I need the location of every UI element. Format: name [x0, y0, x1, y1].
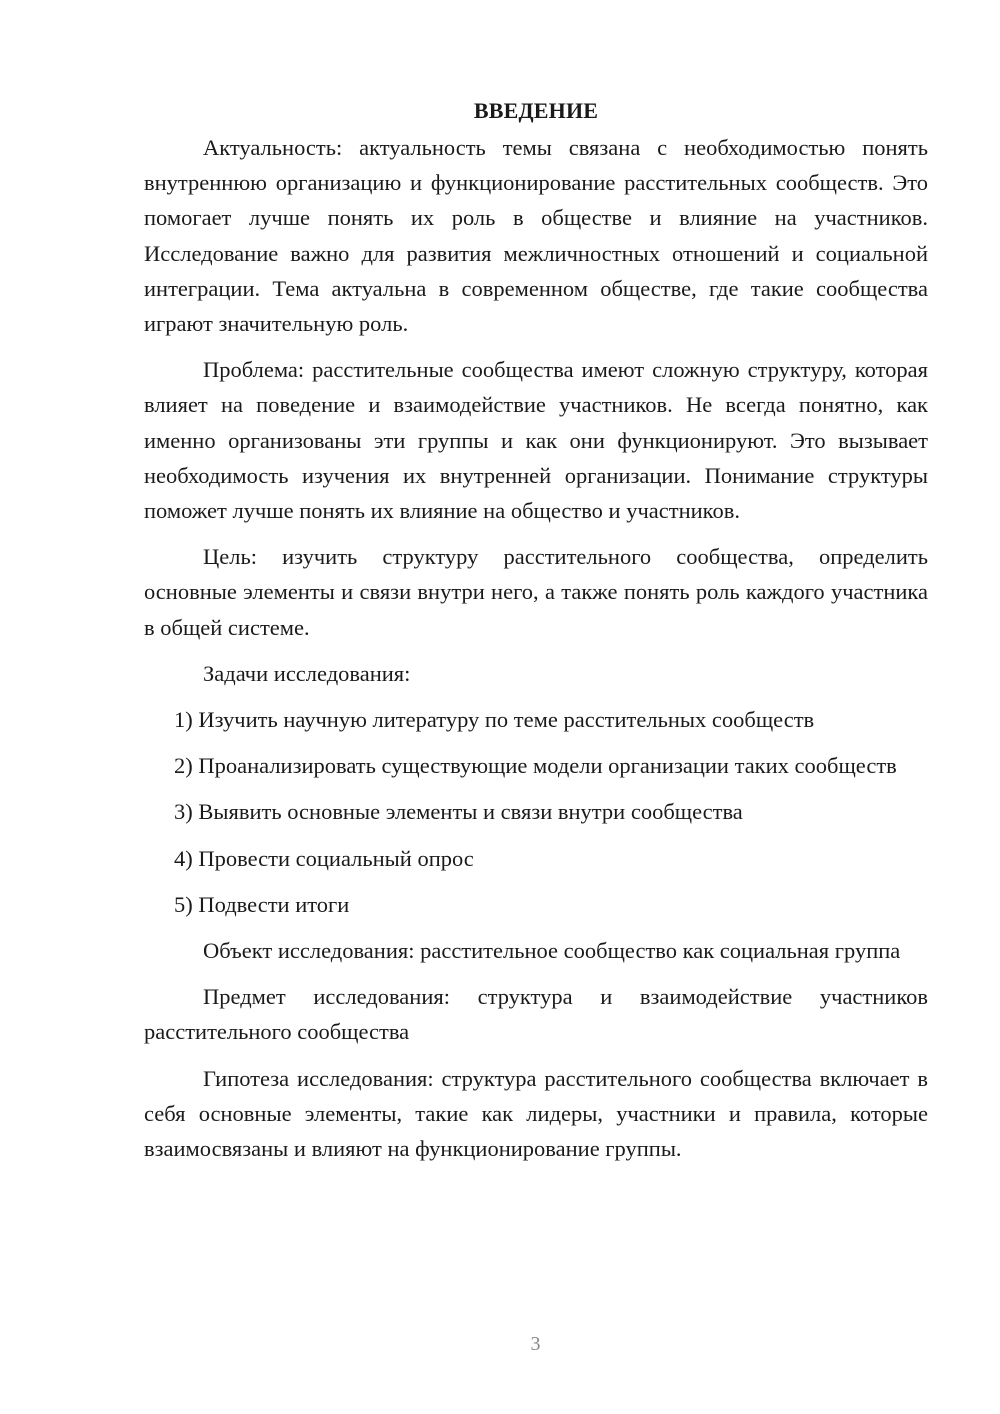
task-item-5: 5) Подвести итоги [174, 891, 350, 917]
tasks-title: Задачи исследования: [203, 660, 411, 686]
paragraph-object: Объект исследования: расстительное сообщество как социальная группа [203, 938, 901, 964]
document-page [144, 96, 928, 1177]
task-item-4: 4) Провести социальный опрос [174, 845, 474, 871]
paragraph-relevance: Актуальность: актуальность темы связана с необходимостью понять внутреннюю организацию и функционирование расстительных сообществ. Это помогает лучше понять их роль в обществе и влияние на участников. Исследование важно для развития межличностных отношений и социальной интеграции. Тема актуальна в современном обществе, где такие сообщества играют значительную роль. [144, 135, 928, 337]
page-number: 3 [530, 1333, 541, 1355]
section-heading: ВВЕДЕНИЕ [473, 98, 599, 123]
paragraph-problem: Проблема: расстительные сообщества имеют сложную структуру, которая влияет на поведение и взаимодействие участников. Не всегда понятно, как именно организованы эти группы и как они функционируют. Это вызывает необходимость изучения их внутренней организации. Понимание структуры поможет лучше понять их влияние на общество и участников. [144, 357, 928, 524]
paragraph-hypothesis: Гипотеза исследования: структура расстительного сообщества включает в себя основные элементы, такие как лидеры, участники и правила, которые взаимосвязаны и влияют на функционирование группы. [144, 1065, 928, 1162]
task-item-2: 2) Проанализировать существующие модели организации таких сообществ [174, 753, 897, 779]
task-item-3: 3) Выявить основные элементы и связи внутри сообщества [174, 799, 743, 825]
paragraph-subject: Предмет исследования: структура и взаимодействие участников расстительного сообщества [144, 984, 928, 1045]
task-item-1: 1) Изучить научную литературу по теме расстительных сообществ [174, 707, 815, 733]
paragraph-goal: Цель: изучить структуру расстительного сообщества, определить основные элементы и связи внутри него, а также понять роль каждого участника в общей системе. [144, 544, 928, 640]
